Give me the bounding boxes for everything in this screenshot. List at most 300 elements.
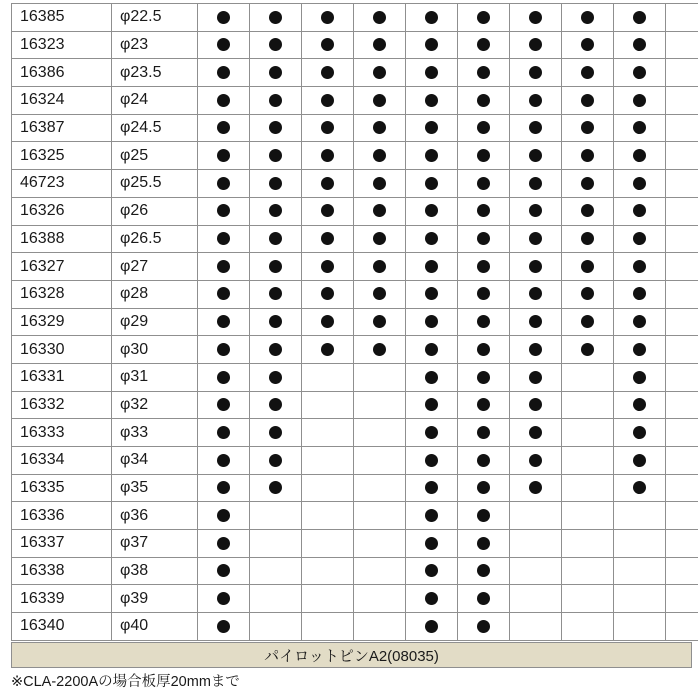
compatible-dot-icon [581,232,594,245]
compat-cell-1 [198,253,250,281]
compat-cell-1 [198,613,250,641]
compatible-dot-icon [269,398,282,411]
compatible-dot-icon [529,371,542,384]
compatible-dot-icon [581,260,594,273]
compatible-dot-icon [425,509,438,522]
diameter-cell: φ25 [112,142,198,170]
compatible-dot-icon [269,260,282,273]
compatible-dot-icon [633,398,646,411]
compat-cell-8 [562,391,614,419]
compat-cell-8 [562,557,614,585]
compat-cell-6 [458,114,510,142]
compatible-dot-icon [477,94,490,107]
compat-cell-7 [510,613,562,641]
compat-cell-8 [562,197,614,225]
table-row [12,197,698,225]
compat-cell-6 [458,585,510,613]
compatible-dot-icon [633,177,646,190]
compat-cell-1 [198,391,250,419]
compat-cell-6 [458,253,510,281]
compat-cell-10 [666,557,698,585]
compatible-dot-icon [477,537,490,550]
compatible-dot-icon [581,94,594,107]
part-code-cell: 16324 [12,87,112,115]
compat-cell-2 [250,613,302,641]
compat-cell-3 [302,419,354,447]
compatible-dot-icon [633,343,646,356]
compatible-dot-icon [217,38,230,51]
compat-cell-4 [354,59,406,87]
table-row [12,114,698,142]
compat-cell-4 [354,170,406,198]
compat-cell-1 [198,225,250,253]
compatible-dot-icon [217,343,230,356]
table-row [12,253,698,281]
part-code-cell: 16330 [12,336,112,364]
compatible-dot-icon [529,232,542,245]
table-row [12,280,698,308]
compatible-dot-icon [529,315,542,328]
compatible-dot-icon [633,371,646,384]
compatible-dot-icon [425,121,438,134]
compat-cell-9 [614,308,666,336]
compat-cell-3 [302,557,354,585]
diameter-cell: φ25.5 [112,170,198,198]
compatible-dot-icon [425,620,438,633]
compat-cell-7 [510,447,562,475]
compat-cell-10 [666,363,698,391]
compatible-dot-icon [581,121,594,134]
compat-cell-6 [458,225,510,253]
compat-cell-3 [302,308,354,336]
compat-cell-9 [614,391,666,419]
table-row [12,419,698,447]
compatible-dot-icon [477,11,490,24]
compatible-dot-icon [529,38,542,51]
compatible-dot-icon [425,287,438,300]
compat-cell-6 [458,391,510,419]
compat-cell-10 [666,142,698,170]
compat-cell-5 [406,142,458,170]
part-code-cell: 16326 [12,197,112,225]
compat-cell-2 [250,280,302,308]
compatible-dot-icon [269,66,282,79]
compat-cell-2 [250,225,302,253]
part-code-cell: 16387 [12,114,112,142]
compat-cell-4 [354,502,406,530]
compatible-dot-icon [477,398,490,411]
compat-cell-5 [406,585,458,613]
compat-cell-3 [302,114,354,142]
compatible-dot-icon [269,149,282,162]
table-row [12,170,698,198]
table-row [12,447,698,475]
compat-cell-1 [198,142,250,170]
compat-cell-6 [458,336,510,364]
compatible-dot-icon [217,592,230,605]
diameter-cell: φ35 [112,474,198,502]
compat-cell-9 [614,419,666,447]
compat-cell-3 [302,280,354,308]
compatible-dot-icon [321,149,334,162]
compat-cell-2 [250,142,302,170]
compat-cell-7 [510,59,562,87]
compat-cell-5 [406,363,458,391]
compat-cell-1 [198,280,250,308]
compat-cell-8 [562,585,614,613]
footnote: ※CLA-2200Aの場合板厚20mmまで [11,670,240,691]
compat-cell-4 [354,280,406,308]
compat-cell-4 [354,585,406,613]
compat-cell-6 [458,502,510,530]
compat-cell-6 [458,447,510,475]
compatible-dot-icon [373,94,386,107]
compatible-dot-icon [477,38,490,51]
compatible-dot-icon [581,11,594,24]
compat-cell-1 [198,4,250,32]
part-code-cell: 46723 [12,170,112,198]
table-footer-label: パイロットピンA2(08035) [11,642,692,668]
compat-cell-8 [562,308,614,336]
compat-cell-4 [354,225,406,253]
compatible-dot-icon [373,204,386,217]
compatible-dot-icon [217,232,230,245]
compat-cell-3 [302,585,354,613]
compat-cell-5 [406,225,458,253]
compat-cell-3 [302,391,354,419]
part-code-cell: 16337 [12,530,112,558]
compatible-dot-icon [217,426,230,439]
compat-cell-4 [354,308,406,336]
compatible-dot-icon [581,287,594,300]
compatible-dot-icon [217,371,230,384]
compat-cell-7 [510,31,562,59]
compatible-dot-icon [477,232,490,245]
part-code-cell: 16340 [12,613,112,641]
compat-cell-9 [614,197,666,225]
compat-cell-7 [510,336,562,364]
compatible-dot-icon [581,343,594,356]
compat-cell-10 [666,87,698,115]
compat-cell-4 [354,114,406,142]
compatible-dot-icon [529,454,542,467]
compat-cell-1 [198,87,250,115]
compat-cell-1 [198,336,250,364]
compat-cell-4 [354,613,406,641]
compat-cell-5 [406,87,458,115]
compat-cell-8 [562,447,614,475]
compat-cell-3 [302,225,354,253]
compat-cell-8 [562,225,614,253]
compat-cell-8 [562,4,614,32]
compat-cell-2 [250,557,302,585]
compat-cell-6 [458,363,510,391]
compat-cell-6 [458,87,510,115]
compatible-dot-icon [633,94,646,107]
compat-cell-2 [250,391,302,419]
compat-cell-8 [562,613,614,641]
compat-cell-1 [198,114,250,142]
compatible-dot-icon [321,66,334,79]
compatible-dot-icon [425,177,438,190]
compat-cell-2 [250,419,302,447]
compat-cell-3 [302,363,354,391]
table-row [12,308,698,336]
compat-cell-1 [198,170,250,198]
part-code-cell: 16329 [12,308,112,336]
compatible-dot-icon [477,287,490,300]
compatible-dot-icon [217,149,230,162]
compatible-dot-icon [581,315,594,328]
compatible-dot-icon [217,509,230,522]
compatible-dot-icon [425,149,438,162]
compatible-dot-icon [269,454,282,467]
compatible-dot-icon [269,204,282,217]
diameter-cell: φ37 [112,530,198,558]
compat-cell-5 [406,613,458,641]
compat-cell-4 [354,447,406,475]
compatible-dot-icon [217,620,230,633]
compat-cell-2 [250,474,302,502]
compatible-dot-icon [477,620,490,633]
compatible-dot-icon [269,232,282,245]
compatible-dot-icon [321,343,334,356]
compatible-dot-icon [425,315,438,328]
compat-cell-6 [458,59,510,87]
diameter-cell: φ27 [112,253,198,281]
table-row [12,502,698,530]
compatible-dot-icon [477,121,490,134]
compat-cell-4 [354,530,406,558]
table-row [12,142,698,170]
compat-cell-7 [510,280,562,308]
compat-cell-2 [250,31,302,59]
compat-cell-9 [614,280,666,308]
compat-cell-8 [562,530,614,558]
diameter-cell: φ26 [112,197,198,225]
compat-cell-7 [510,530,562,558]
compatible-dot-icon [425,481,438,494]
compatible-dot-icon [425,592,438,605]
compatible-dot-icon [321,232,334,245]
compat-cell-2 [250,4,302,32]
compatible-dot-icon [321,121,334,134]
compat-cell-2 [250,114,302,142]
compatible-dot-icon [321,260,334,273]
compatible-dot-icon [373,66,386,79]
compat-cell-4 [354,4,406,32]
compat-cell-10 [666,585,698,613]
compatible-dot-icon [373,177,386,190]
compat-cell-7 [510,225,562,253]
compatibility-table [11,3,698,641]
compat-cell-6 [458,613,510,641]
compat-cell-10 [666,419,698,447]
compat-cell-9 [614,557,666,585]
compat-cell-5 [406,557,458,585]
compatible-dot-icon [217,66,230,79]
diameter-cell: φ36 [112,502,198,530]
table-row [12,59,698,87]
compat-cell-5 [406,336,458,364]
compat-cell-3 [302,197,354,225]
compat-cell-3 [302,253,354,281]
compat-cell-1 [198,557,250,585]
compat-cell-1 [198,530,250,558]
compat-cell-8 [562,280,614,308]
diameter-cell: φ24 [112,87,198,115]
compatible-dot-icon [217,537,230,550]
compat-cell-1 [198,447,250,475]
compatible-dot-icon [269,343,282,356]
part-code-cell: 16335 [12,474,112,502]
compat-cell-10 [666,474,698,502]
compat-cell-9 [614,4,666,32]
diameter-cell: φ38 [112,557,198,585]
compatible-dot-icon [581,204,594,217]
compat-cell-6 [458,280,510,308]
compatible-dot-icon [529,426,542,439]
compat-cell-2 [250,87,302,115]
compat-cell-5 [406,280,458,308]
compat-cell-9 [614,613,666,641]
compat-cell-3 [302,502,354,530]
compatible-dot-icon [425,564,438,577]
compat-cell-7 [510,502,562,530]
diameter-cell: φ30 [112,336,198,364]
compatible-dot-icon [217,121,230,134]
diameter-cell: φ40 [112,613,198,641]
diameter-cell: φ28 [112,280,198,308]
compat-cell-9 [614,253,666,281]
compat-cell-3 [302,31,354,59]
compat-cell-7 [510,253,562,281]
compat-cell-10 [666,114,698,142]
table-row [12,474,698,502]
compat-cell-5 [406,31,458,59]
compat-cell-2 [250,59,302,87]
compat-cell-1 [198,308,250,336]
part-code-cell: 16338 [12,557,112,585]
compat-cell-9 [614,142,666,170]
compatible-dot-icon [321,204,334,217]
compat-cell-7 [510,363,562,391]
compat-cell-6 [458,530,510,558]
compatible-dot-icon [477,426,490,439]
compatible-dot-icon [217,481,230,494]
compatible-dot-icon [425,398,438,411]
compat-cell-9 [614,447,666,475]
compatible-dot-icon [529,481,542,494]
compat-cell-9 [614,502,666,530]
part-code-cell: 16386 [12,59,112,87]
compatible-dot-icon [269,481,282,494]
diameter-cell: φ31 [112,363,198,391]
compat-cell-2 [250,170,302,198]
compatible-dot-icon [633,260,646,273]
compatible-dot-icon [425,38,438,51]
compatible-dot-icon [477,343,490,356]
compat-cell-2 [250,585,302,613]
compat-cell-5 [406,253,458,281]
compatible-dot-icon [633,232,646,245]
compat-cell-5 [406,419,458,447]
compat-cell-3 [302,59,354,87]
part-code-cell: 16333 [12,419,112,447]
compat-cell-1 [198,419,250,447]
compat-cell-2 [250,447,302,475]
compat-cell-9 [614,31,666,59]
compatible-dot-icon [581,177,594,190]
compat-cell-3 [302,87,354,115]
diameter-cell: φ34 [112,447,198,475]
part-code-cell: 16388 [12,225,112,253]
compat-cell-5 [406,530,458,558]
compatible-dot-icon [477,315,490,328]
compatible-dot-icon [425,426,438,439]
compatible-dot-icon [633,204,646,217]
compatible-dot-icon [373,38,386,51]
compat-cell-5 [406,114,458,142]
compatible-dot-icon [529,11,542,24]
compat-cell-10 [666,530,698,558]
compat-cell-8 [562,474,614,502]
table-row [12,613,698,641]
compatible-dot-icon [529,260,542,273]
compatible-dot-icon [477,592,490,605]
compatible-dot-icon [425,94,438,107]
compatible-dot-icon [529,204,542,217]
compat-cell-10 [666,59,698,87]
compat-cell-6 [458,4,510,32]
diameter-cell: φ33 [112,419,198,447]
compat-cell-6 [458,197,510,225]
compatible-dot-icon [269,38,282,51]
compatible-dot-icon [217,177,230,190]
compat-cell-4 [354,363,406,391]
part-code-cell: 16327 [12,253,112,281]
diameter-cell: φ32 [112,391,198,419]
table-row [12,31,698,59]
diameter-cell: φ26.5 [112,225,198,253]
compat-cell-2 [250,253,302,281]
compat-cell-2 [250,502,302,530]
compat-cell-4 [354,253,406,281]
compatible-dot-icon [269,315,282,328]
compat-cell-5 [406,170,458,198]
compat-cell-9 [614,170,666,198]
compat-cell-10 [666,4,698,32]
compatible-dot-icon [217,564,230,577]
part-code-cell: 16336 [12,502,112,530]
compatible-dot-icon [373,121,386,134]
diameter-cell: φ22.5 [112,4,198,32]
compatible-dot-icon [477,564,490,577]
diameter-cell: φ29 [112,308,198,336]
compat-cell-1 [198,585,250,613]
compat-cell-2 [250,530,302,558]
compatible-dot-icon [581,66,594,79]
compatible-dot-icon [633,454,646,467]
compat-cell-9 [614,363,666,391]
table-row [12,530,698,558]
compatible-dot-icon [425,343,438,356]
compat-cell-1 [198,474,250,502]
compatible-dot-icon [633,121,646,134]
table-row [12,4,698,32]
table-row [12,557,698,585]
compat-cell-4 [354,87,406,115]
